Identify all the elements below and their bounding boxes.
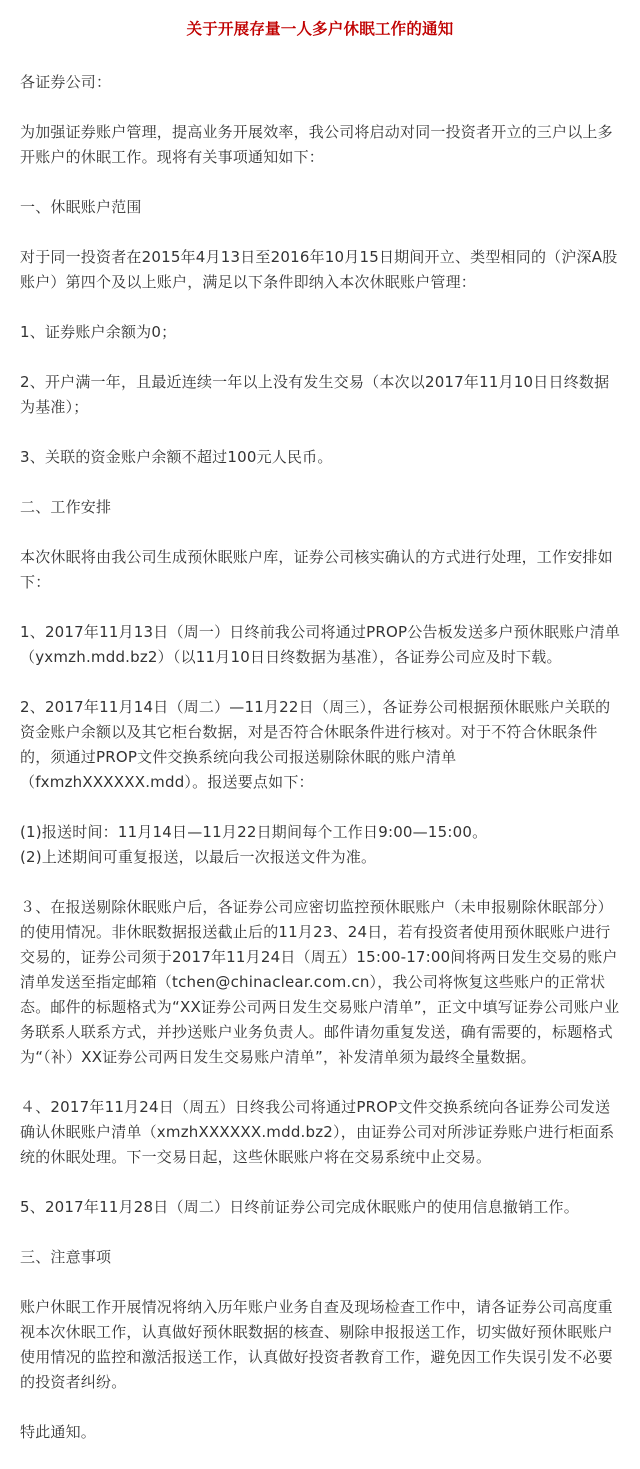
arrangement-subitem-2: (2)上述期间可重复报送，以最后一次报送文件为准。 [20,848,377,866]
arrangement-item-2: 2、2017年11月14日（周二）—11月22日（周三），各证券公司根据预休眠账户关联的资金账户余额以及其它柜台数据，对是否符合休眠条件进行核对。对于不符合休眠条件的，须通过PROP文件交换系统向我公司报送剔除休眠的账户清单（fxmzhXXXXXX.mdd）。报送要点如下： [20,698,611,791]
arrangement-item-3: ３、在报送剔除休眠账户后，各证券公司应密切监控预休眠账户（未申报剔除休眠部分）的使用情况。非休眠数据报送截止后的11月23、24日，若有投资者使用预休眠账户进行交易的，证券公司须于2017年11月24日（周五）15:00-17:00间将两日发生交易的账户清单发送至指定邮箱（tchen@chinaclear.com.cn），我公司将恢复这些账户的正常状态。邮件的标题格式为“XX证券公司两日发生交易账户清单”，正文中填写证券公司账户业务联系人联系方式，并抄送账户业务负责人。邮件请勿重复发送，确有需要的，标题格式为“（补）XX证券公司两日发生交易账户清单”，补发清单须为最终全量数据。 [20,898,620,1066]
salutation: 各证券公司： [20,73,112,91]
closing-line: 特此通知。 [20,1423,97,1441]
scope-condition-2: 2、开户满一年，且最近连续一年以上没有发生交易（本次以2017年11月10日日终数据为基准）； [20,373,610,416]
arrangement-item-1: 1、2017年11月13日（周一）日终前我公司将通过PROP公告板发送多户预休眠账户清单（yxmzh.mdd.bz2）（以11月10日日终数据为基准），各证券公司应及时下载。 [20,623,621,666]
arrangement-paragraph: 本次休眠将由我公司生成预休眠账户库，证券公司核实确认的方式进行处理，工作安排如下： [20,548,613,591]
arrangement-item-4: ４、2017年11月24日（周五）日终我公司将通过PROP文件交换系统向各证券公司发送确认休眠账户清单（xmzhXXXXXX.mdd.bz2），由证券公司对所涉证券账户进行柜面系统的休眠处理。下一交易日起，这些休眠账户将在交易系统中止交易。 [20,1098,615,1166]
notes-paragraph: 账户休眠工作开展情况将纳入历年账户业务自查及现场检查工作中，请各证券公司高度重视本次休眠工作，认真做好预休眠数据的核查、剔除申报报送工作，切实做好预休眠账户使用情况的监控和激活报送工作，认真做好投资者教育工作，避免因工作失误引发不必要的投资者纠纷。 [20,1298,613,1391]
notice-title: 关于开展存量一人多户休眠工作的通知 [186,20,454,38]
arrangement-subitem-1: (1)报送时间：11月14日—11月22日期间每个工作日9:00—15:00。 [20,823,488,841]
section-heading-arrangement: 二、工作安排 [20,498,112,516]
arrangement-item-5: 5、2017年11月28日（周二）日终前证券公司完成休眠账户的使用信息撤销工作。 [20,1198,579,1216]
scope-condition-3: 3、关联的资金账户余额不超过100元人民币。 [20,448,333,466]
section-heading-notes: 三、注意事项 [20,1248,112,1266]
intro-paragraph: 为加强证券账户管理，提高业务开展效率，我公司将启动对同一投资者开立的三户以上多开账户的休眠工作。现将有关事项通知如下： [20,123,613,166]
scope-condition-1: 1、证券账户余额为0； [20,323,177,341]
section-heading-scope: 一、休眠账户范围 [20,198,142,216]
scope-paragraph: 对于同一投资者在2015年4月13日至2016年10月15日期间开立、类型相同的（沪深A股账户）第四个及以上账户，满足以下条件即纳入本次休眠账户管理： [20,248,618,291]
